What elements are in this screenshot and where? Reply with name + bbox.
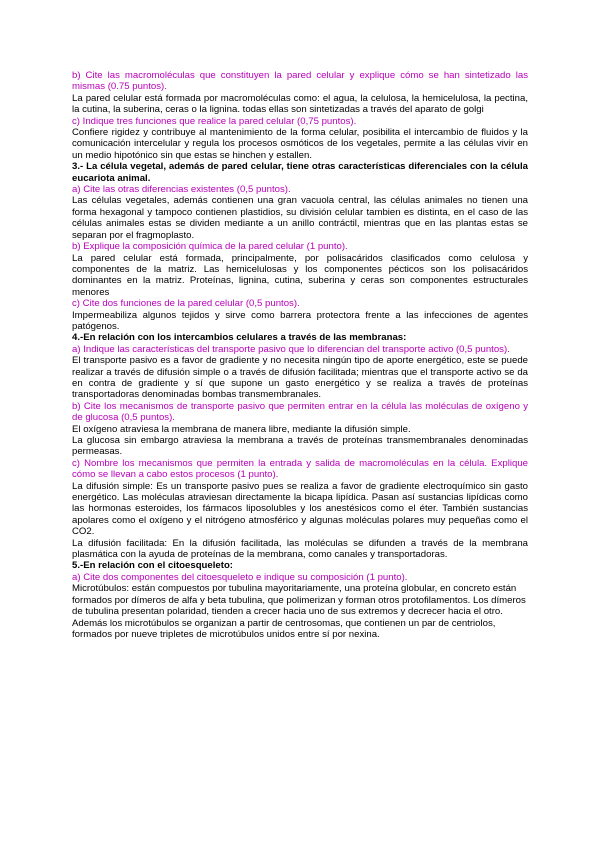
answer-3c: Confiere rigidez y contribuye al mantenimiento de la forma celular, posibilita el intercambio de fluidos y la comunicación intercelular y regula los procesos osmóticos de los vegetales, permite a las células vivir en un medio hipotónico sin que estas se hinchen y estallen. (72, 127, 528, 161)
heading-section-5: 5.-En relación con el citoesqueleto: (72, 560, 233, 572)
question-3a-differences: a) Cite las otras diferencias existentes (0,5 puntos). (72, 184, 291, 196)
answer-3b-composition: La pared celular está formada, principalmente, por polisacáridos clasificados como celulosa y componentes de la matriz. Las hemicelulosas y los componentes pécticos son los polisacáridos dominantes en la matriz. Proteínas, lignina, cutina, suberina y ceras son componentes estructurales menores (72, 252, 528, 298)
document-page (72, 70, 528, 640)
question-5a-cytoskeleton: a) Cite dos componentes del citoesqueleto e indique su composición (1 punto). (72, 571, 408, 583)
answer-4a: El transporte pasivo es a favor de gradiente y no necesita ningún tipo de aporte energético, este se puede realizar a través de difusión simple o a través de difusión facilitada; mientras que el transporte activo se da en contra de gradiente y sí que supone un gasto energético y se realiza a través de proteínas transportadoras denominadas bombas transmembranales. (72, 355, 528, 401)
question-3b-wall-macromolecules: b) Cite las macromoléculas que constituyen la pared celular y explique cómo se han sintetizado las mismas (0.75 puntos). (72, 70, 528, 93)
heading-section-3: 3.- La célula vegetal, además de pared celular, tiene otras características diferenciales con la célula eucariota animal. (72, 161, 528, 184)
answer-3c-functions: Impermeabiliza algunos tejidos y sirve como barrera protectora frente a las infecciones de agentes patógenos. (72, 309, 528, 332)
answer-3b: La pared celular está formada por macromoléculas como: el agua, la celulosa, la hemicelulosa, la pectina, la cutina, la suberina, ceras o la lignina. todas ellas son sintetizadas a través del aparato de golgi (72, 92, 528, 116)
answer-4c-simple-diffusion: La difusión simple: Es un transporte pasivo pues se realiza a favor de gradiente electroquímico sin gasto energético. Las moléculas atraviesan directamente la bicapa lipídica. Pasan así sustancias lipídicas como las hormonas esteroides, los fármacos liposolubles y los anestésicos como el éter. También sustancias apolares como el oxígeno y el nitrógeno atmosférico y algunas moléculas polares muy pequeñas como el CO2. (72, 480, 528, 538)
answer-5a-microtubules: Microtúbulos: están compuestos por tubulina mayoritariamente, una proteína globular, en concreto están formados por dímeros de alfa y beta tubulina, que polimerizan y forman otros protofilamentos. Los dímeros de tubulina presentan polaridad, tienden a crecer hacia uno de sus extremos y decrecer hacia el otro. Además los microtúbulos se organizan a partir de centrosomas, que contienen un par de centriolos, formados por nueve tripletes de microtúbulos unidos entre sí por nexina. (72, 583, 526, 640)
question-3b-chemical-composition: b) Explique la composición química de la pared celular (1 punto). (72, 241, 348, 253)
question-4a-passive-transport: a) Indique las características del transporte pasivo que lo diferencian del transporte activo (0,5 puntos). (72, 343, 510, 355)
question-3c-two-functions: c) Cite dos funciones de la pared celular (0,5 puntos). (72, 298, 300, 310)
answer-4b-glucose: La glucosa sin embargo atraviesa la membrana a través de proteínas transmembranales denominadas permeasas. (72, 435, 528, 458)
question-4b-oxygen-glucose: b) Cite los mecanismos de transporte pasivo que permiten entrar en la célula las moléculas de oxígeno y de glucosa (0,5 puntos). (72, 400, 528, 424)
answer-3a: Las células vegetales, además contienen una gran vacuola central, las células animales no tienen una forma hexagonal y tampoco contienen plastidios, su división celular tambien es distinta, en el caso de las células animales estas se dividen mediante a un anillo contráctil, mientras que en las plantas estas se separan por el fragmoplasto. (72, 195, 528, 241)
heading-section-4: 4.-En relación con los intercambios celulares a través de las membranas: (72, 332, 407, 344)
question-3c-wall-functions: c) Indique tres funciones que realice la pared celular (0,75 puntos). (72, 115, 357, 127)
answer-4b-oxygen: El oxígeno atraviesa la membrana de manera libre, mediante la difusión simple. (72, 423, 411, 435)
question-4c-macromolecule-transport: c) Nombre los mecanismos que permiten la entrada y salida de macromoléculas en la célula. Explique cómo se llevan a cabo estos procesos (1 punto). (72, 457, 528, 481)
answer-4c-facilitated-diffusion: La difusión facilitada: En la difusión facilitada, las moléculas se difunden a través de la membrana plasmática con la ayuda de proteínas de la membrana, como canales y transportadoras. (72, 537, 528, 561)
